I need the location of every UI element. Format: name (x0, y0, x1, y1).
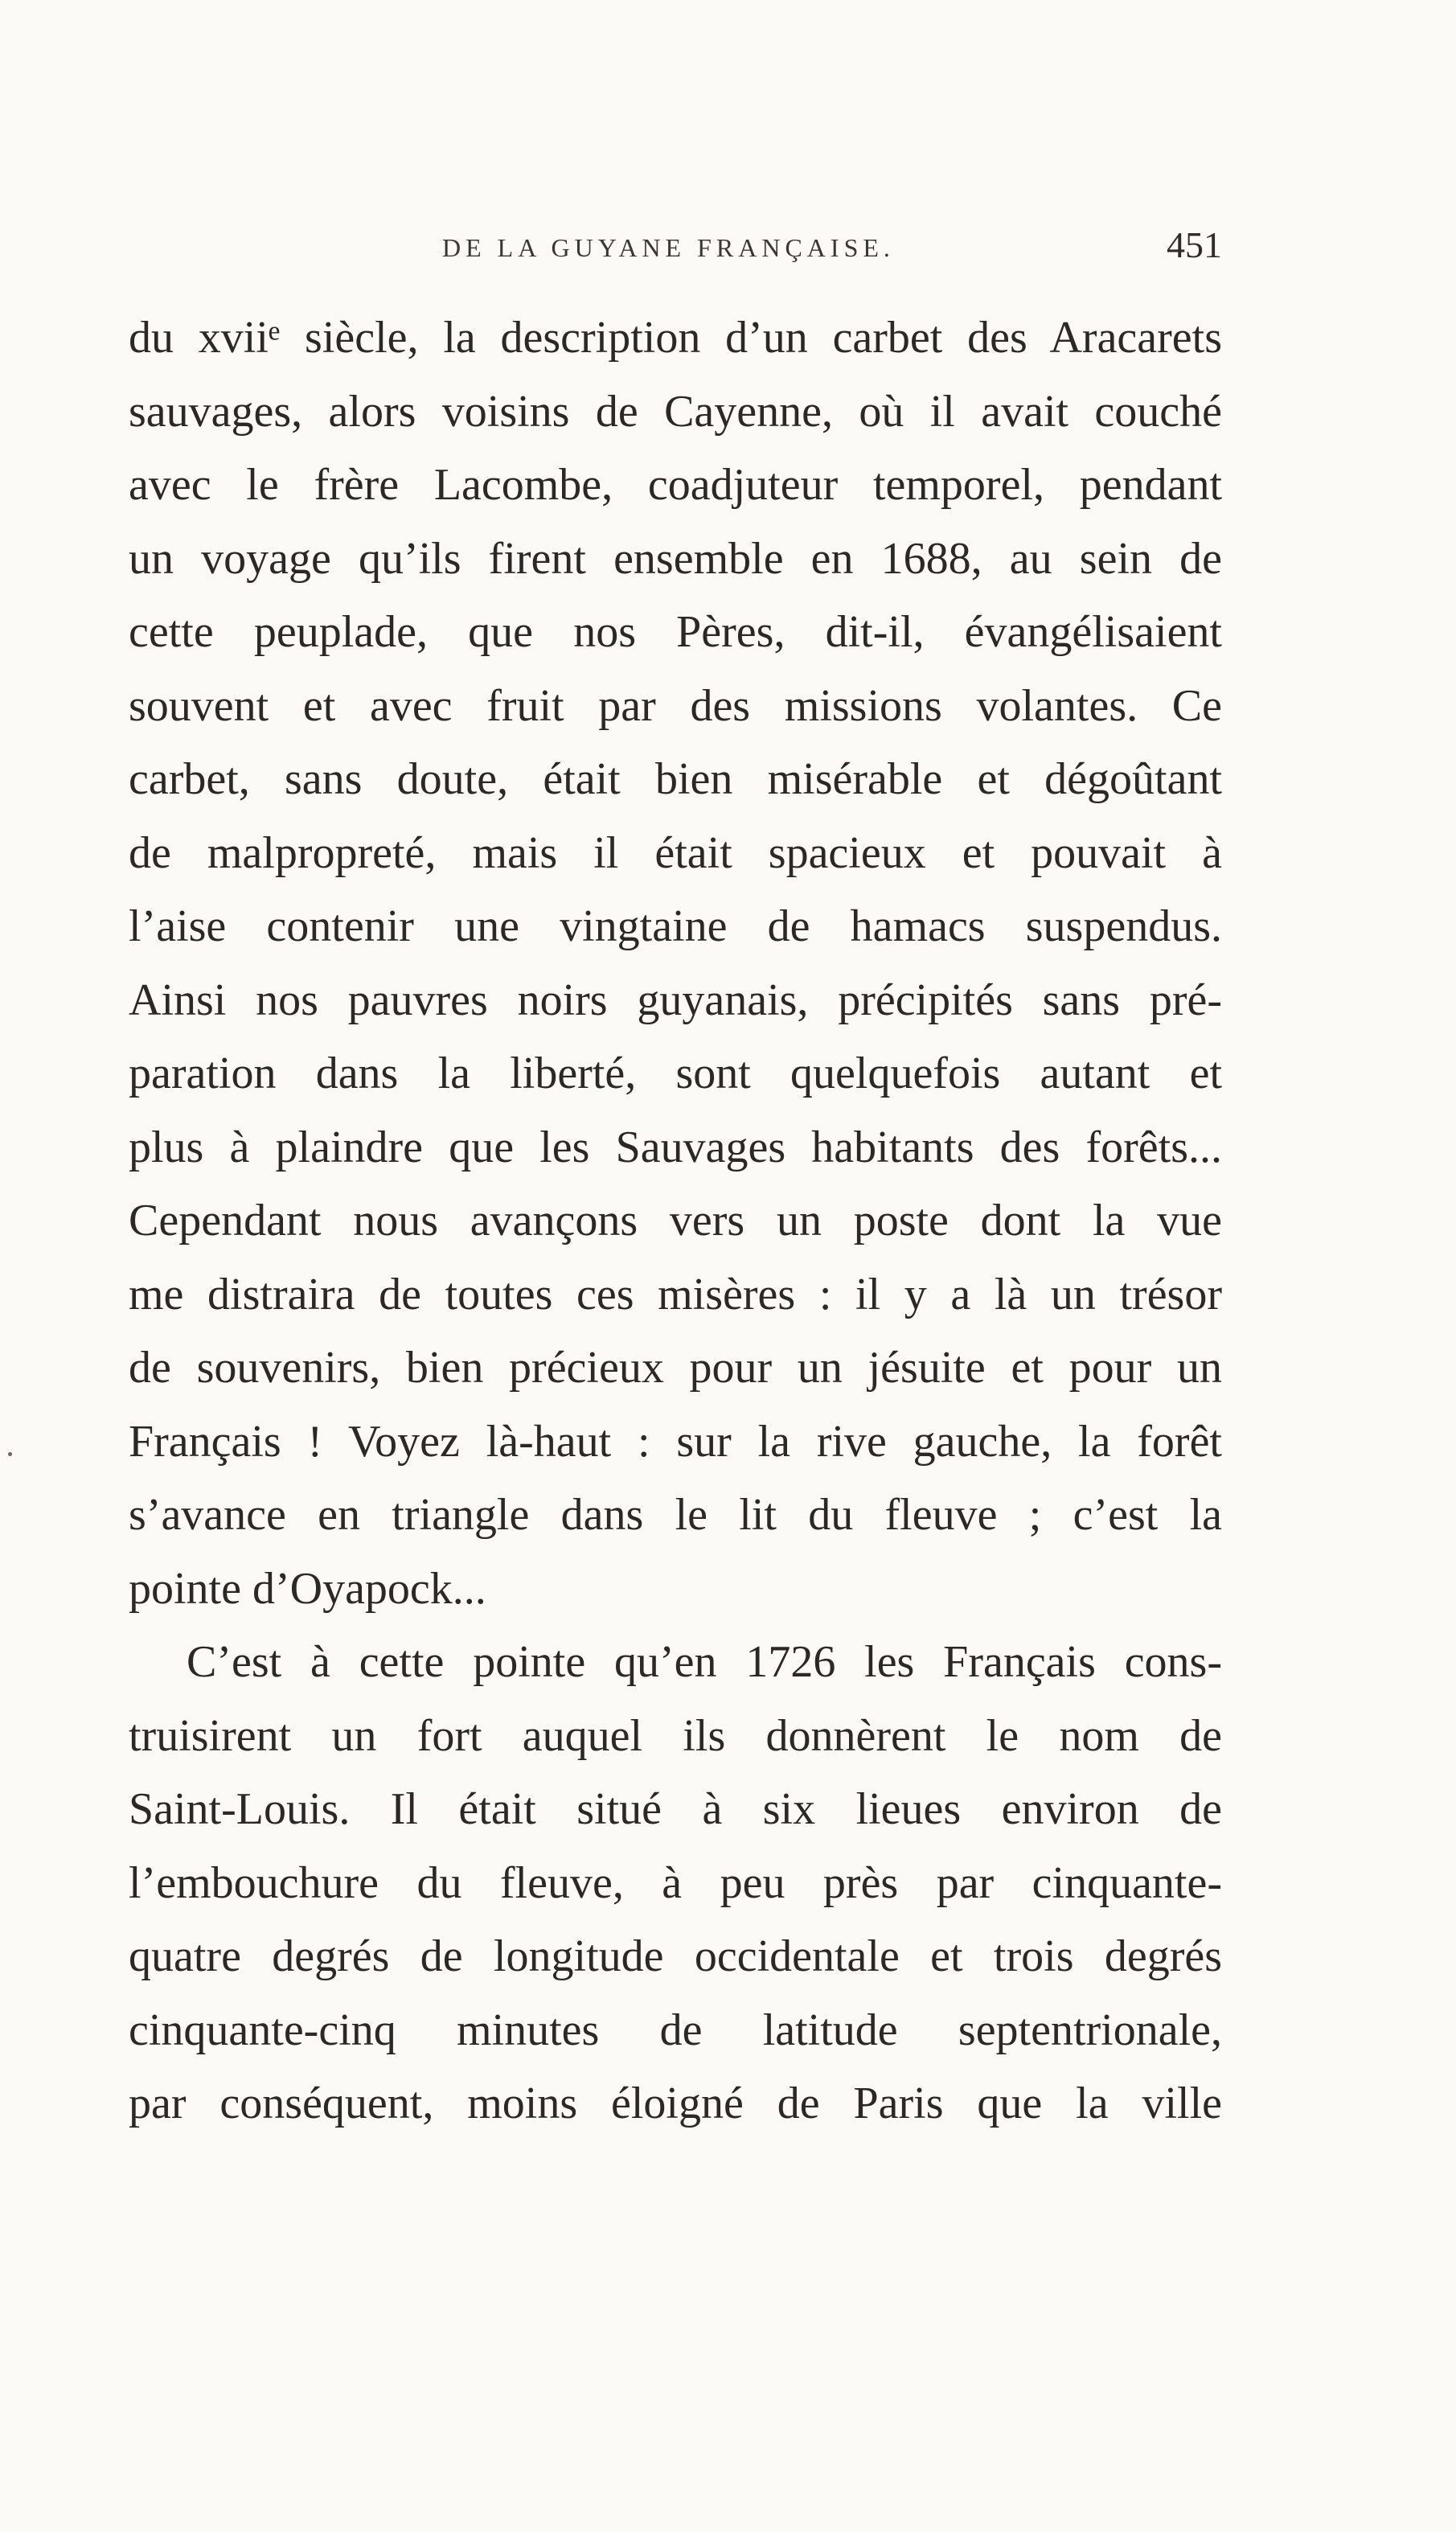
text-line: carbet, sans doute, était bien misérable et dégoûtant (129, 754, 1222, 804)
text-line: s’avance en triangle dans le lit du fleuve ; c’est la (129, 1490, 1222, 1540)
text-line: truisirent un fort auquel ils donnèrent le nom de (129, 1710, 1222, 1761)
text-line: l’aise contenir une vingtaine de hamacs suspendus. (129, 901, 1222, 951)
text-line: un voyage qu’ils firent ensemble en 1688, au sein de (129, 533, 1222, 584)
text-line: du xviiᵉ siècle, la description d’un carbet des Aracarets (129, 313, 1222, 363)
page-number: 451 (1167, 224, 1222, 265)
text-line: l’embouchure du fleuve, à peu près par cinquante- (129, 1857, 1222, 1908)
text-line: me distraira de toutes ces misères : il y a là un trésor (129, 1269, 1222, 1319)
text-line: Ainsi nos pauvres noirs guyanais, précipités sans pré- (129, 975, 1222, 1025)
paragraph-2 (129, 1626, 1222, 2141)
text-line: plus à plaindre que les Sauvages habitants des forêts... (129, 1122, 1222, 1172)
text-line: sauvages, alors voisins de Cayenne, où il avait couché (129, 386, 1222, 437)
text-line: pointe d’Oyapock... (129, 1563, 486, 1614)
running-head: DE LA GUYANE FRANÇAISE. (442, 233, 895, 262)
text-line: Saint-Louis. Il était situé à six lieues environ de (129, 1784, 1222, 1834)
text-line: de souvenirs, bien précieux pour un jésuite et pour un (129, 1343, 1222, 1393)
text-line: C’est à cette pointe qu’en 1726 les Français cons- (187, 1637, 1222, 1687)
page-header (129, 224, 1222, 280)
text-line: quatre degrés de longitude occidentale et trois degrés (129, 1931, 1222, 1981)
text-line: Français ! Voyez là-haut : sur la rive gauche, la forêt (129, 1416, 1222, 1467)
text-line: cette peuplade, que nos Pères, dit-il, évangélisaient (129, 607, 1222, 657)
text-line: Cependant nous avançons vers un poste dont la vue (129, 1196, 1222, 1245)
text-line: de malpropreté, mais il était spacieux et pouvait à (129, 827, 1222, 878)
body-text (129, 302, 1222, 2141)
paper-speck (8, 1452, 12, 1456)
text-line: paration dans la liberté, sont quelquefois autant et (129, 1049, 1222, 1098)
text-line: avec le frère Lacombe, coadjuteur temporel, pendant (129, 460, 1222, 510)
paragraph-1 (129, 302, 1222, 1626)
text-line: souvent et avec fruit par des missions volantes. Ce (129, 680, 1222, 731)
text-line: par conséquent, moins éloigné de Paris que la ville (129, 2079, 1222, 2128)
text-line: cinquante-cinq minutes de latitude septentrionale, (129, 2005, 1222, 2055)
